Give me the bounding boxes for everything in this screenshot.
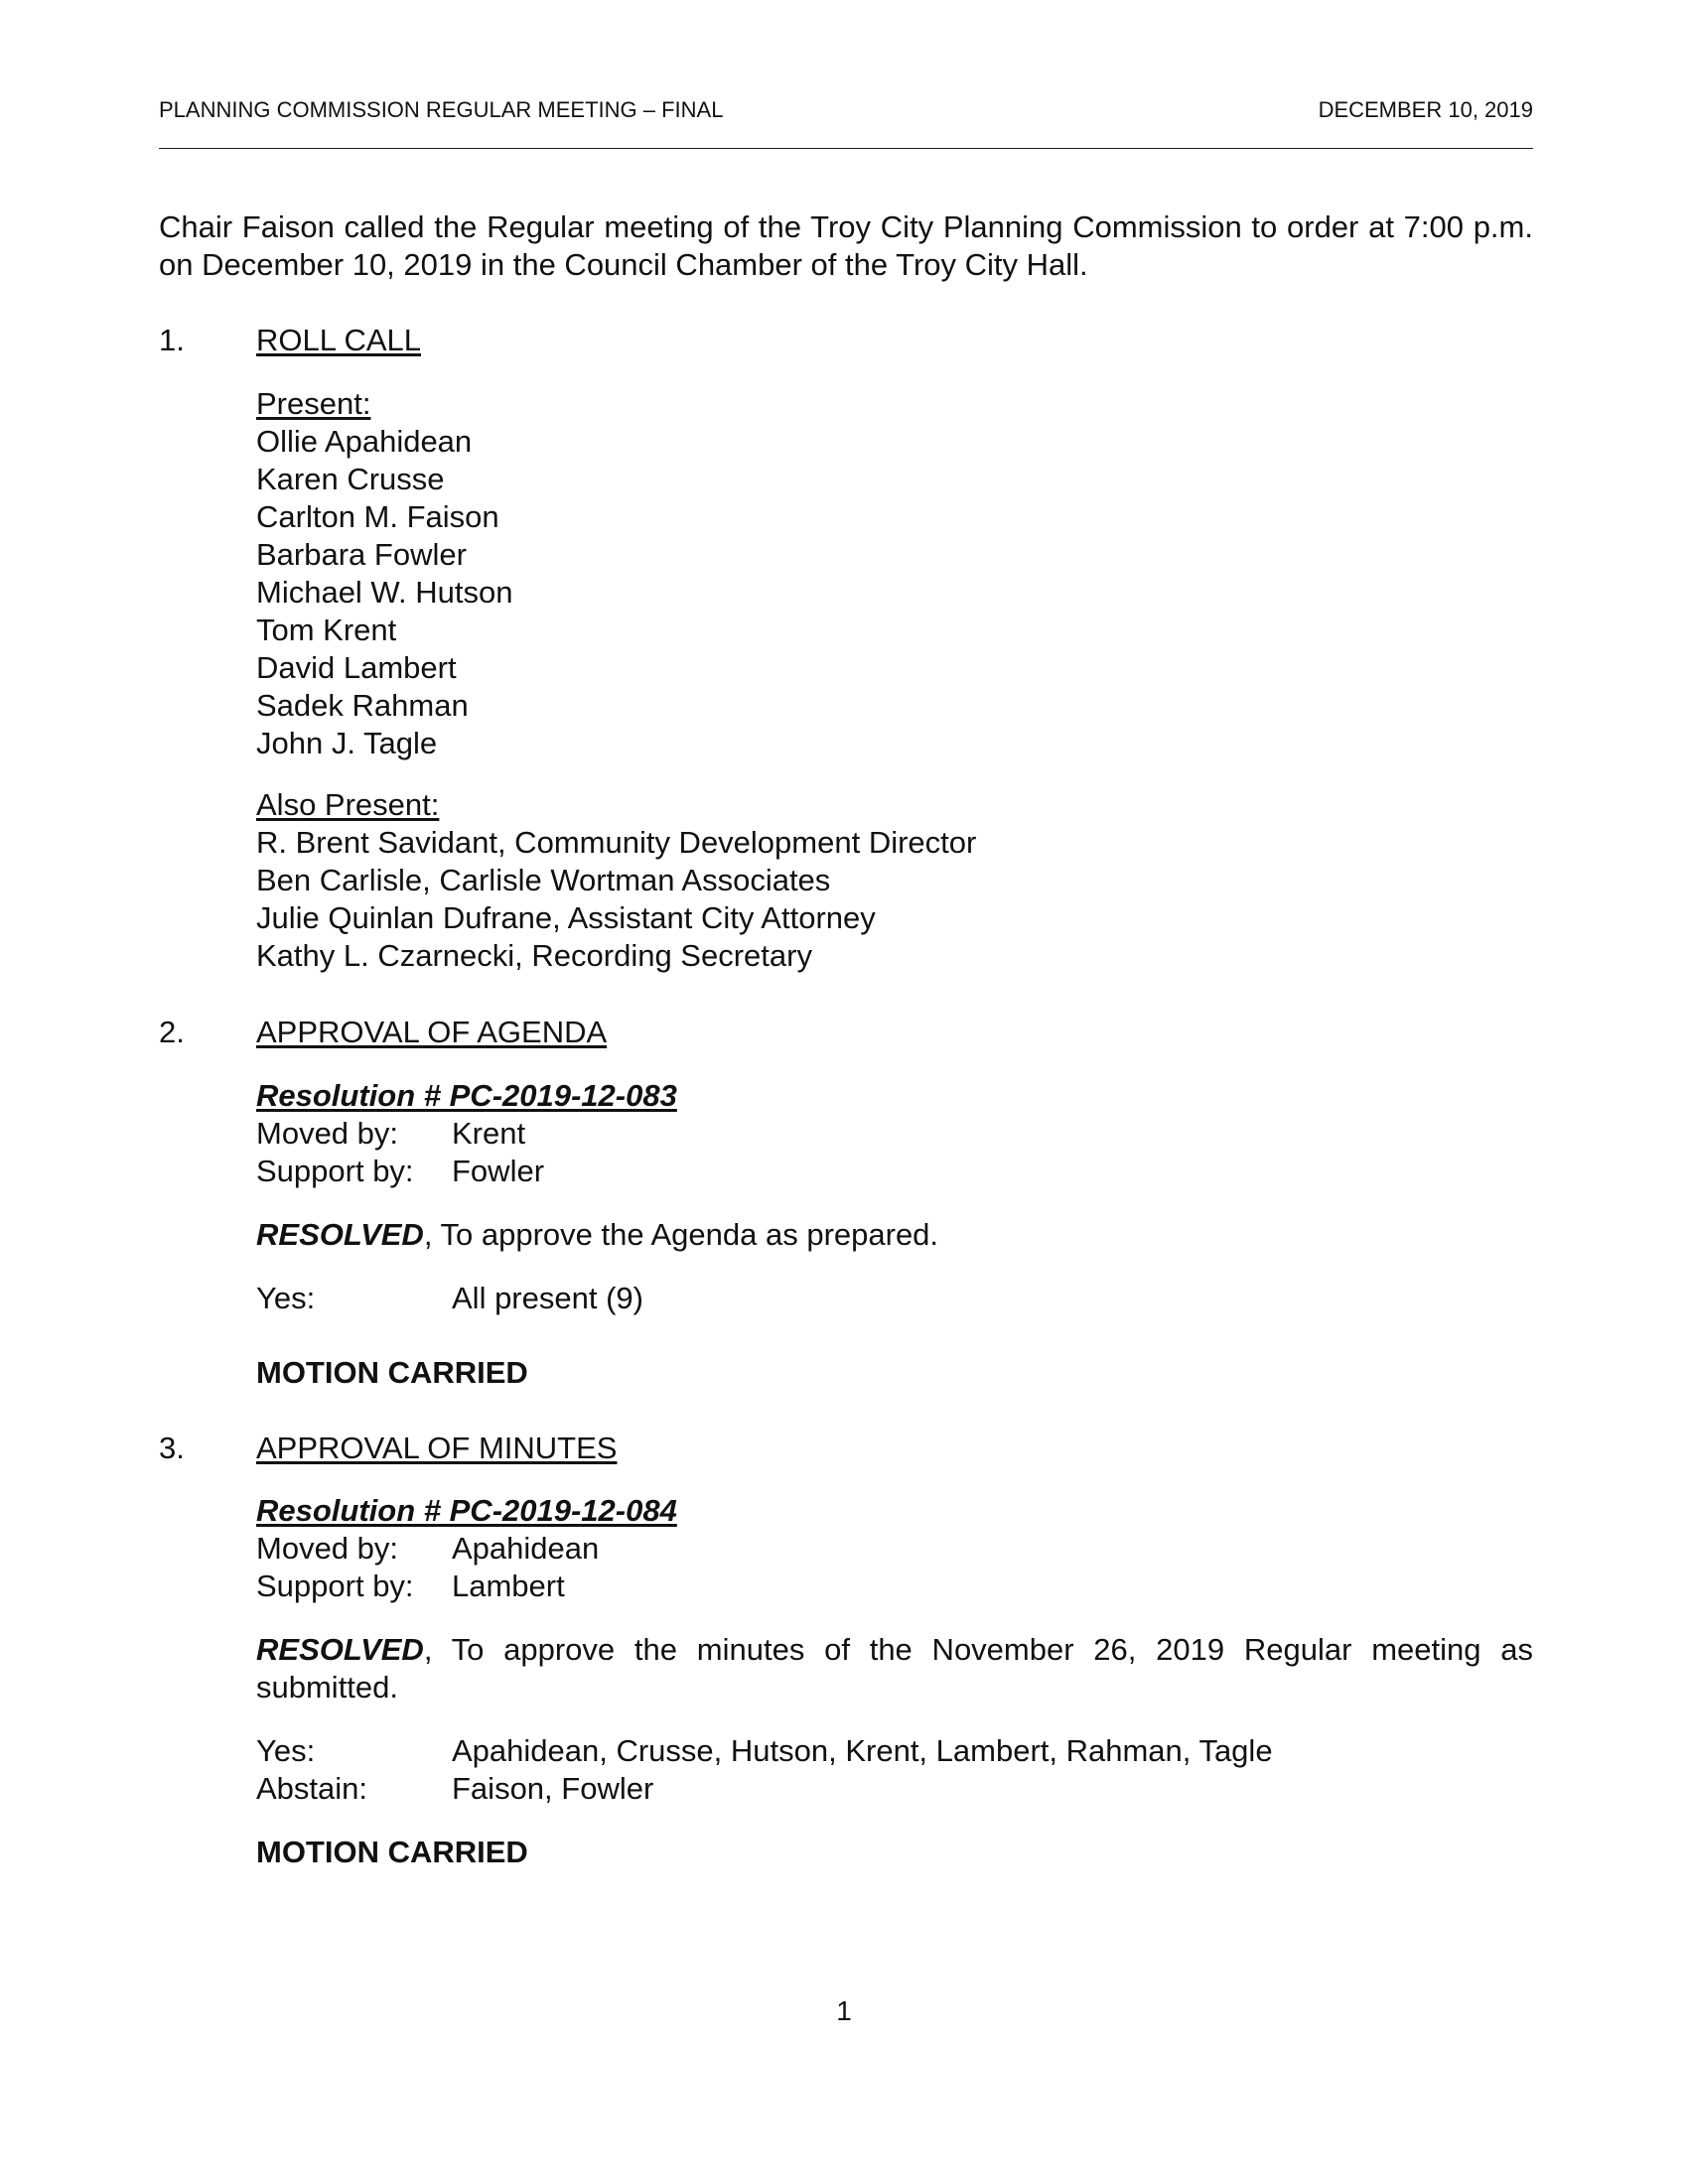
moved-by-row <box>256 1115 525 1153</box>
also-present-person: R. Brent Savidant, Community Development Director <box>256 825 977 860</box>
resolved-keyword: RESOLVED <box>256 1217 424 1252</box>
support-by-row <box>256 1153 544 1190</box>
header-date: DECEMBER 10, 2019 <box>1318 97 1533 122</box>
present-member: Karen Crusse <box>256 462 445 496</box>
present-member: Tom Krent <box>256 613 397 647</box>
section-1-title: ROLL CALL <box>256 323 421 357</box>
resolution-084-heading: Resolution # PC-2019-12-084 <box>256 1493 677 1528</box>
support-by-value: Lambert <box>452 1569 565 1603</box>
present-member: Ollie Apahidean <box>256 424 473 459</box>
resolved-text: , To approve the minutes of the November 26, 2019 Regular meeting as submitted. <box>256 1632 1533 1705</box>
resolved-statement <box>256 1216 938 1254</box>
section-3-number: 3. <box>159 1431 185 1465</box>
also-present-person: Kathy L. Czarnecki, Recording Secretary <box>256 938 812 973</box>
present-list <box>256 423 512 762</box>
header-title: PLANNING COMMISSION REGULAR MEETING – FINAL <box>159 97 724 122</box>
also-present-person: Julie Quinlan Dufrane, Assistant City Attorney <box>256 900 876 935</box>
resolved-keyword: RESOLVED <box>256 1632 424 1667</box>
moved-by-label: Moved by: <box>256 1531 399 1566</box>
resolved-statement <box>256 1631 1533 1706</box>
present-member: Carlton M. Faison <box>256 499 499 534</box>
motion-carried: MOTION CARRIED <box>256 1355 528 1390</box>
abstain-label: Abstain: <box>256 1771 368 1806</box>
present-member: Sadek Rahman <box>256 688 469 723</box>
support-by-value: Fowler <box>452 1154 545 1188</box>
yes-vote-row <box>256 1280 643 1317</box>
moved-by-value: Apahidean <box>452 1531 600 1566</box>
resolution-083-heading: Resolution # PC-2019-12-083 <box>256 1078 677 1113</box>
also-present-person: Ben Carlisle, Carlisle Wortman Associates <box>256 863 831 897</box>
section-2-number: 2. <box>159 1015 185 1049</box>
support-by-label: Support by: <box>256 1569 414 1603</box>
yes-value: Apahidean, Crusse, Hutson, Krent, Lambert, Rahman, Tagle <box>452 1733 1273 1768</box>
header-divider <box>159 148 1533 149</box>
section-3-title: APPROVAL OF MINUTES <box>256 1431 618 1465</box>
abstain-row <box>256 1770 653 1808</box>
also-present-list <box>256 824 976 975</box>
resolved-text: , To approve the Agenda as prepared. <box>423 1217 939 1252</box>
present-member: John J. Tagle <box>256 726 438 760</box>
moved-by-row <box>256 1530 599 1568</box>
yes-label: Yes: <box>256 1281 316 1315</box>
present-member: Michael W. Hutson <box>256 575 513 610</box>
intro-paragraph: Chair Faison called the Regular meeting of the Troy City Planning Commission to order at 7:00 p.m. on December 10, 2019 in the Council Chamber of the Troy City Hall. <box>159 209 1533 282</box>
yes-value: All present (9) <box>452 1281 643 1315</box>
motion-carried: MOTION CARRIED <box>256 1835 528 1869</box>
section-2-title: APPROVAL OF AGENDA <box>256 1015 608 1049</box>
moved-by-label: Moved by: <box>256 1116 399 1151</box>
section-1-number: 1. <box>159 323 185 357</box>
yes-label: Yes: <box>256 1733 316 1768</box>
yes-vote-row <box>256 1732 1273 1770</box>
present-member: David Lambert <box>256 650 457 685</box>
abstain-value: Faison, Fowler <box>452 1771 654 1806</box>
moved-by-value: Krent <box>452 1116 526 1151</box>
present-member: Barbara Fowler <box>256 537 467 572</box>
present-label: Present: <box>256 386 371 421</box>
support-by-label: Support by: <box>256 1154 414 1188</box>
support-by-row <box>256 1568 565 1605</box>
also-present-label: Also Present: <box>256 787 440 822</box>
page-number: 1 <box>836 1995 852 2026</box>
